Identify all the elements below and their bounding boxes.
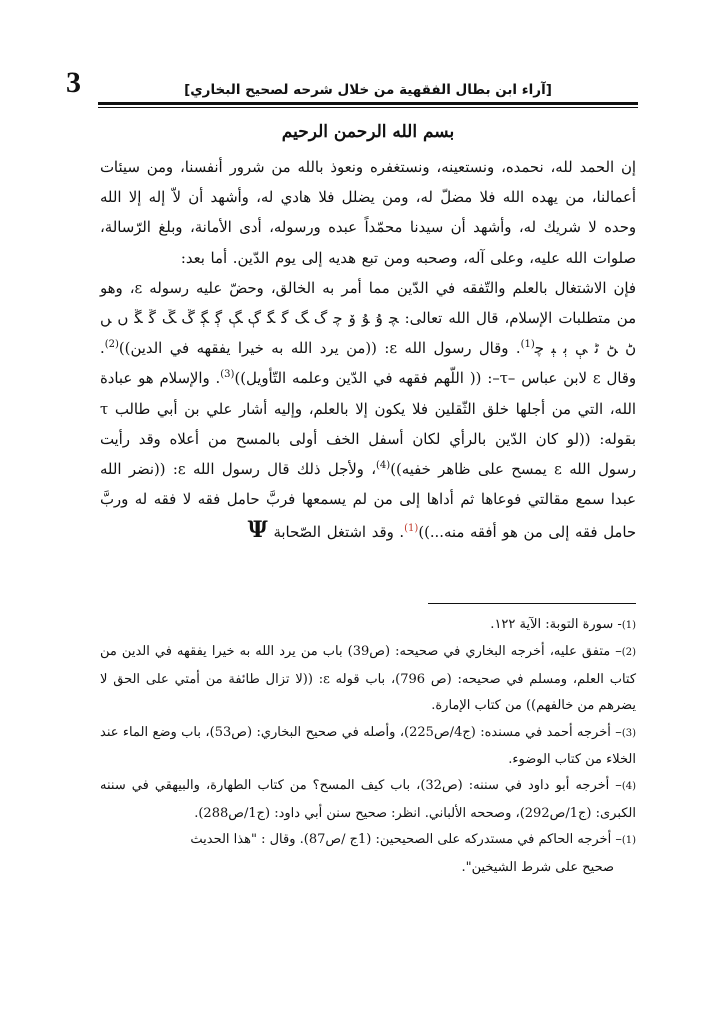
running-header: [آراء ابن بطال الفقهية من خلال شرحه لصحيح البخاري] [184,82,552,98]
footnote-text: – متفق عليه، أخرجه البخاري في صحيحه: (ص39) باب من يرد الله به خيرا يفقهه في الدين من كتاب العلم، ومسلم في صحيحه: (ص 796)، باب قوله ε: ((لا تزال طائفة من أمتي على الحق لا يضرهم من خالفهم)) من كتاب الإمارة. [100,644,637,714]
header-rule [98,102,638,105]
honorific-glyph: Ψ [247,517,268,544]
footnote-mark: (1) [621,620,636,631]
paragraph-segment: . والإسلام هو عبادة الله، التي من أجلها خلق الثّقلين فلا يكون إلا بالعلم، وإليه أشار علي بن أبي طالب τ بقوله: ((لو كان الدّين بالرأي لكان أسفل الخف أولى بالمسح من أعلاه وقد رأيت رسول الله ε يمسح على ظاهر خفيه)) [100,370,636,479]
paragraph-segment: . وقد اشتغل الصّحابة [273,524,405,542]
footnote-2 [100,639,636,719]
footnotes [100,612,636,881]
paragraph-main [100,274,636,549]
paragraph-opening: إن الحمد لله، نحمده، ونستعينه، ونستغفره ونعوذ بالله من شرور أنفسنا، ومن سيئات أعمالنا، من يهده الله فلا مضلّ له، ومن يضلل فلا هادي له، وأشهد أن لاّ إله إلا الله وحده لا شريك له، وأشهد أن سيدنا محمّداً عبده ورسوله، أدى الأمانة، وبلغ الرّسالة، صلوات الله عليه، وعلى آله، وصحبه ومن تبع هديه إلى يوم الدّين. أما بعد: [100,159,636,267]
footnote-separator [428,603,636,604]
body-text [100,153,636,549]
footnote-mark: (4) [621,781,636,793]
paragraph-segment: . وقال ε لابن عباس –τ–: (( اللّهم فقهه في الدّين وعلمه التّأويل)) [100,340,636,388]
footnote-mark: (2) [621,647,636,659]
footnote-ref-5[interactable]: (1) [404,523,419,535]
footnote-ref-2[interactable]: (2) [104,339,119,351]
footnote-4 [100,773,636,827]
header-rule-thin [98,107,638,108]
basmala-heading: بسم الله الرحمن الرحيم [281,122,455,142]
footnote-text: – أخرجه أحمد في مسنده: (ج4/ص225)، وأصله في صحيح البخاري: (ص53)، باب وضع الماء عند الخلاء من كتاب الوضوء. [100,724,636,768]
footnote-mark: (3) [621,727,636,739]
footnote-ref-1[interactable]: (1) [520,339,535,351]
paragraph-segment: ، ولأجل ذلك قال رسول الله ε: ((نضر الله عبدا سمع مقالتي فوعاها ثم أداها إلى من لم يسمعها فربَّ حامل فقه لا فقه له وربَّ حامل فقه إلى من هو أفقه منه...)) [100,461,636,542]
footnote-text: – أخرجه الحاكم في مستدركه على الصحيحين: (1ج /ص87). وقال : "هذا الحديث [190,832,622,848]
footnote-5 [100,827,636,854]
footnote-mark: (1) [621,835,636,847]
footnote-1 [100,612,636,639]
footnote-5-continuation: صحيح على شرط الشيخين". [461,859,614,875]
footnote-ref-3[interactable]: (3) [220,369,235,381]
footnote-3 [100,720,636,774]
page-number: 3 [66,66,81,99]
paragraph-segment: . وقال رسول الله ε: ((من يرد الله به خيرا يفقهه في الدين)) [118,340,521,358]
footnote-text: – أخرجه أبو داود في سننه: (ص32)، باب كيف المسح؟ من كتاب الطهارة، والبيهقي في سننه الكبرى: (ج1/ص292)، وصححه الألباني. انظر: صحيح سنن أبي داود: (ج1/ص288). [100,778,636,821]
footnote-ref-4[interactable]: (4) [376,460,391,472]
paragraph-segment: فإن الاشتغال بالعلم والتّفقه في الدّين مما أمر به الخالق، وحضّ عليه رسوله ε، وهو من متطلبات الإسلام، قال الله تعالى: ﭽ ﯗ ﯘ ﯙ ﭼ ﮒ ﮓ ﮔ ﮕ ﮖ ﮗ ﮘ ﮙ ﮚ ﮛ ﮜ ﮝ ﮞ ﮟ ﮠ ﮡ ﮢ ﯥ ﯦ ﯧ ﭼ [100,279,637,358]
footnote-text: - سورة التوبة: الآية ١٢٢. [490,617,622,632]
